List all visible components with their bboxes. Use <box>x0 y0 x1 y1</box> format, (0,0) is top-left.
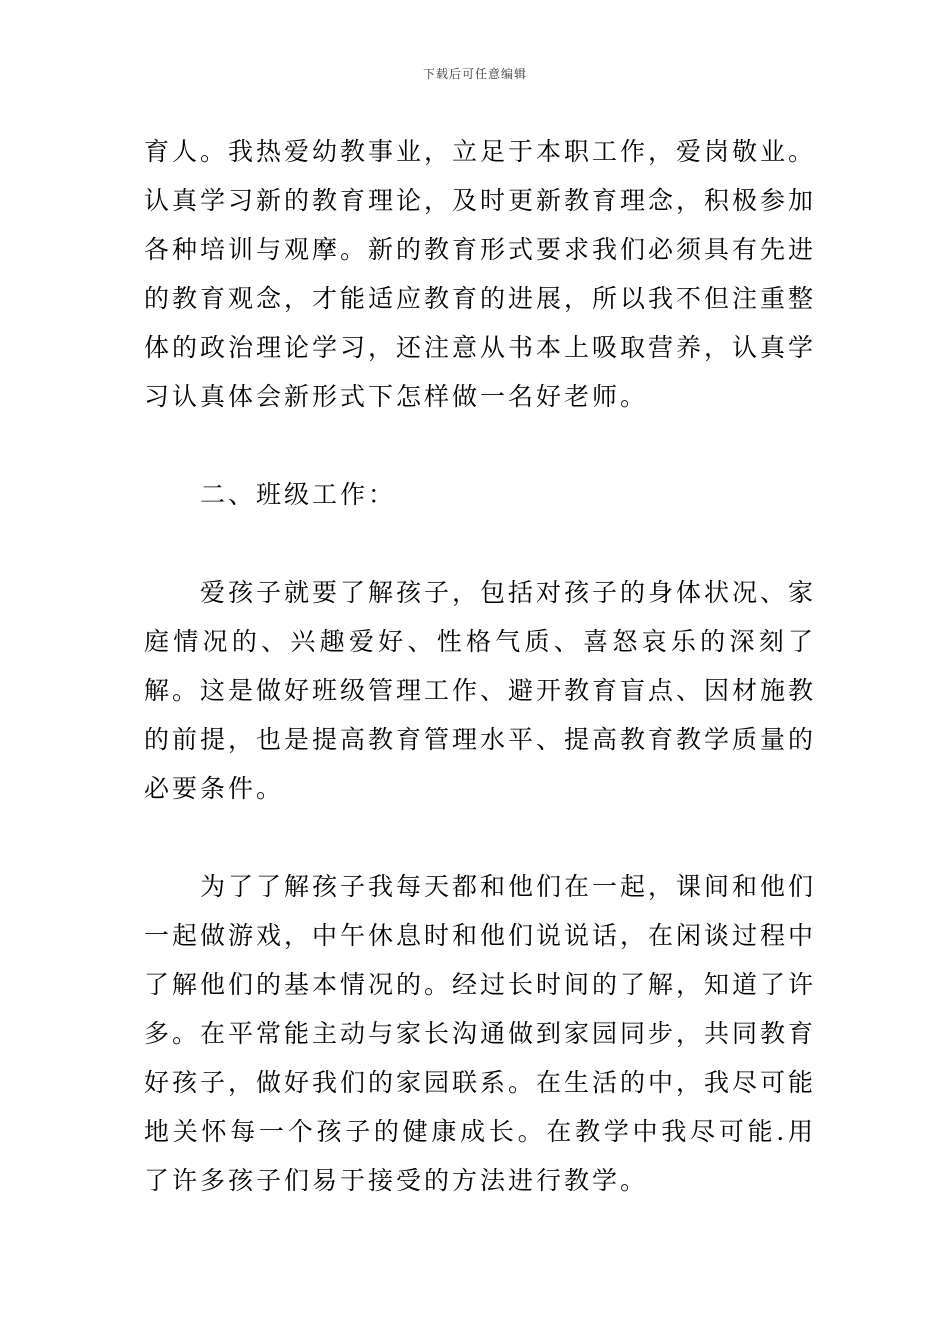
paragraph-spacer <box>144 813 816 862</box>
paragraph-daily-contact: 为了了解孩子我每天都和他们在一起，课间和他们一起做游戏，中午休息时和他们说说话，在闲谈过程中了解他们的基本情况的。经过长时间的了解，知道了许多。在平常能主动与家长沟通做到家园同步，共同教育好孩子，做好我们的家园联系。在生活的中，我尽可能地关怀每一个孩子的健康成长。在教学中我尽可能.用了许多孩子们易于接受的方法进行教学。 <box>144 872 817 1195</box>
paragraph-understand-children: 爱孩子就要了解孩子，包括对孩子的身体状况、家庭情况的、兴趣爱好、性格气质、喜怒哀乐的深刻了解。这是做好班级管理工作、避开教育盲点、因材施教的前提，也是提高教育管理水平、提高教育教学质量的必要条件。 <box>144 578 817 803</box>
paragraph-continuation: 育人。我热爱幼教事业，立足于本职工作，爱岗敬业。认真学习新的教育理论，及时更新教育理念，积极参加各种培训与观摩。新的教育形式要求我们必须具有先进的教育观念，才能适应教育的进展，所以我不但注重整体的政治理论学习，还注意从书本上吸取营养，认真学习认真体会新形式下怎样做一名好老师。 <box>144 137 817 411</box>
paragraph-spacer <box>144 519 816 568</box>
paragraph-spacer <box>144 421 816 470</box>
page-header-note: 下载后可任意编辑 <box>422 67 527 81</box>
document-body <box>144 127 816 1205</box>
section-heading: 二、班级工作： <box>200 480 397 509</box>
